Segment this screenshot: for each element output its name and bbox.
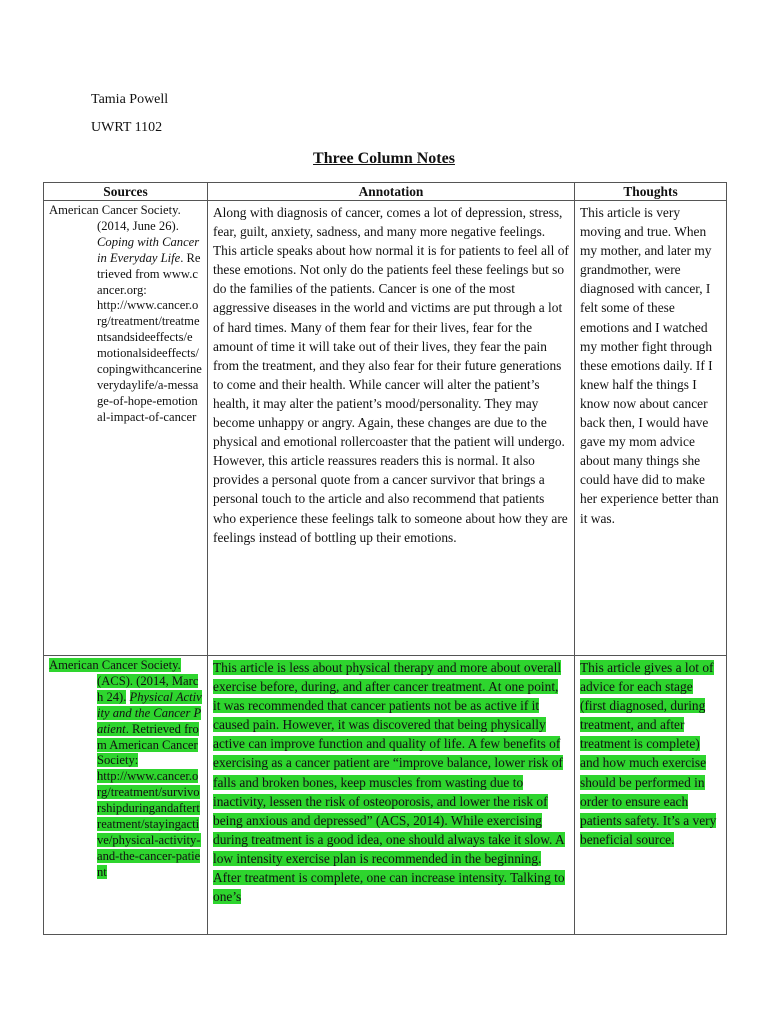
source-url: http://www.cancer.org/treatment/survivorshipduringandaftertreatment/stayingactive/physical-activity-and-the-cancer-patient (97, 769, 201, 879)
column-header-thoughts: Thoughts (575, 183, 727, 201)
annotation-cell: Along with diagnosis of cancer, comes a lot of depression, stress, fear, guilt, anxiety, sadness, and many more negative feelings. This article speaks about how normal it is for patients to feel all of these emotions. Not only do the patients feel these feelings but so do the families of the patients. Cancer is one of the most aggressive diseases in the world and victims are put through a lot of hard times. Many of them fear for their lives, fear for the amount of time it will take out of their lives, they fear the pain from the treatment, and they also fear for their future generations to come and their health. While cancer will alter the patient’s health, it may alter the patient’s mood/personality. They may become unhappy or angry. Again, these changes are due to the physical and emotional rollercoaster that the patient will undergo. However, this article reassures readers this is normal. It also provides a personal quote from a cancer survivor that brings a personal touch to the article and also recommend that patients who experience these feelings talk to someone about how they are feelings instead of bottling up their emotions. (208, 201, 575, 656)
table-row (44, 201, 727, 656)
source-cell (44, 656, 208, 935)
three-column-notes-table (43, 182, 727, 935)
source-work-title: Physical Activity and the Cancer Patient (97, 689, 202, 736)
table-header-row (44, 183, 727, 201)
annotation-cell (208, 656, 575, 935)
source-retrieved: . Retrieved from American Cancer Society: (97, 721, 199, 768)
thoughts-cell (575, 656, 727, 935)
source-work-title: Coping with Cancer in Everyday Life (97, 234, 200, 265)
source-date: (2014, June 26). (97, 218, 179, 233)
source-date: (ACS). (2014, March 24). (97, 673, 199, 704)
source-author: American Cancer Society. (49, 658, 181, 672)
source-url: http://www.cancer.org/treatment/treatmentsandsideeffects/emotionalsideeffects/copingwithcancerineverydaylife/a-message-of-hope-emotional-impact-of-cancer (97, 298, 202, 424)
document-title: Three Column Notes (313, 150, 455, 167)
thoughts-cell: This article is very moving and true. When my mother, and later my grandmother, were diagnosed with cancer, I felt some of these emotions and I watched my mother fight through these emotions daily. If I knew half the things I know now about cancer back then, I would have gave my mom advice about many things she could have did to make her experience better than it was. (575, 201, 727, 656)
column-header-annotation: Annotation (208, 183, 575, 201)
table-row (44, 656, 727, 935)
thoughts-text: This article gives a lot of advice for each stage (first diagnosed, during treatment, and after treatment is complete) and how much exercise should be performed in order to ensure each patients safety. It’s a very beneficial source. (580, 660, 717, 847)
source-cell (44, 201, 208, 656)
source-retrieved: . Retrieved from www.cancer.org: (97, 250, 201, 297)
column-header-sources: Sources (44, 183, 208, 201)
author-name: Tamia Powell (91, 92, 169, 107)
source-author: American Cancer Society. (49, 203, 181, 217)
annotation-text: This article is less about physical therapy and more about overall exercise before, during, and after cancer treatment. At one point, it was recommended that cancer patients not be as active if it caused pain. However, it was discovered that being physically active can improve function and quality of life. A few benefits of exercising as a cancer patient are “improve balance, lower risk of falls and broken bones, keep muscles from wasting due to inactivity, lessen the risk of osteoporosis, and lower the risk of being anxious and depressed” (ACS, 2014). While exercising during treatment is a good idea, one should always take it slow. A low intensity exercise plan is recommended in the beginning. After treatment is complete, one can increase intensity. Talking to one’s (213, 660, 565, 905)
course-code: UWRT 1102 (91, 120, 163, 135)
